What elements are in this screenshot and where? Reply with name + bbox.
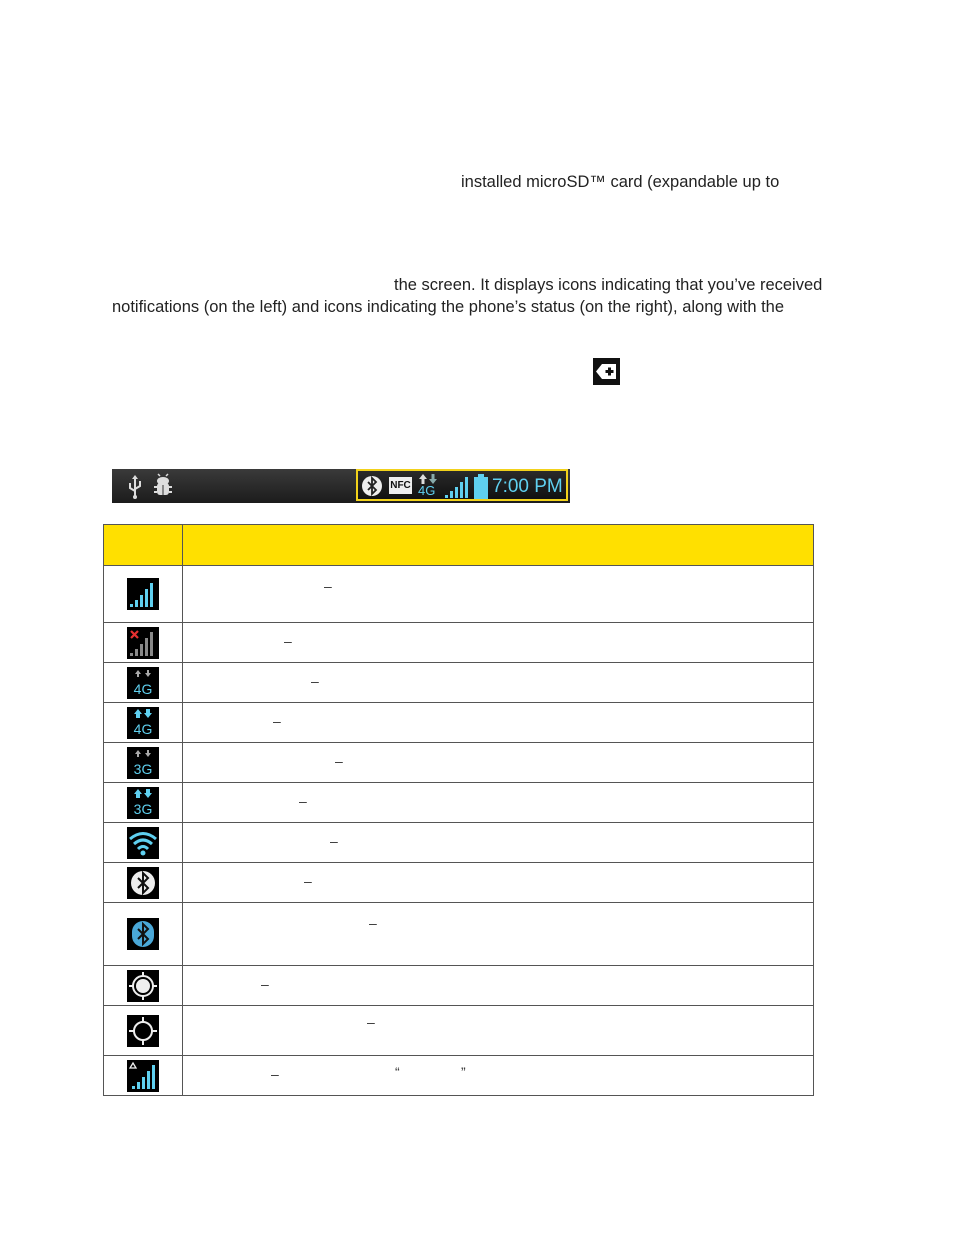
svg-text:3G: 3G — [133, 760, 153, 777]
table-row — [104, 566, 814, 623]
table-row — [104, 663, 814, 703]
usb-icon — [126, 469, 144, 503]
description-dash: – — [271, 1066, 279, 1082]
description-dash: – — [299, 793, 307, 809]
table-row — [104, 743, 814, 783]
paragraph-line-notifications: notifications (on the left) and icons indicating the phone’s status (on the right), along with the — [112, 298, 785, 316]
bluetooth-icon — [361, 474, 383, 498]
3g-active-icon — [127, 787, 159, 819]
table-row — [104, 823, 814, 863]
status-bar — [112, 469, 570, 503]
svg-text:3G: 3G — [133, 800, 153, 817]
paragraph-line-microsd: installed microSD™ card (expandable up to — [461, 173, 780, 191]
signal-strength-icon — [127, 578, 159, 610]
table-row — [104, 1006, 814, 1056]
description-dash: – — [330, 833, 338, 849]
status-clock: 7:00 PM — [492, 476, 563, 497]
paragraph-line-screen: the screen. It displays icons indicating that you’ve received — [394, 276, 823, 294]
bluetooth-on-icon — [127, 867, 159, 899]
plus-key-icon — [593, 358, 620, 385]
close-quote: ” — [461, 1064, 466, 1080]
description-dash: – — [261, 976, 269, 992]
description-dash: – — [369, 915, 377, 931]
svg-text:4G: 4G — [133, 720, 153, 737]
4g-connected-icon — [127, 667, 159, 699]
status-icons-highlight — [356, 469, 568, 501]
table-row — [104, 863, 814, 903]
wifi-icon — [127, 827, 159, 859]
roaming-icon — [127, 1060, 159, 1092]
debug-android-icon — [152, 469, 174, 503]
description-dash: – — [284, 633, 292, 649]
description-dash: – — [324, 578, 332, 594]
no-service-icon — [127, 627, 159, 659]
gps-communicating-icon — [127, 1015, 159, 1047]
table-row — [104, 1056, 814, 1096]
table-row — [104, 703, 814, 743]
table-row — [104, 903, 814, 966]
table-row — [104, 783, 814, 823]
description-dash: – — [273, 713, 281, 729]
description-dash: – — [304, 873, 312, 889]
status-icons-table — [103, 524, 814, 1096]
signal-icon — [444, 476, 468, 498]
table-row — [104, 966, 814, 1006]
table-header-description — [183, 525, 814, 566]
table-header-row — [104, 525, 814, 566]
battery-icon — [474, 474, 488, 499]
nfc-icon: NFC — [389, 477, 412, 494]
description-dash: – — [367, 1014, 375, 1030]
description-dash: – — [335, 753, 343, 769]
table-header-icon — [104, 525, 183, 566]
4g-active-icon — [127, 707, 159, 739]
network-4g-label: 4G — [418, 483, 436, 498]
svg-text:4G: 4G — [133, 680, 153, 697]
3g-connected-icon — [127, 747, 159, 779]
bluetooth-connected-icon — [127, 918, 159, 950]
gps-on-icon — [127, 970, 159, 1002]
table-row — [104, 623, 814, 663]
description-dash: – — [311, 673, 319, 689]
open-quote: “ — [395, 1064, 400, 1080]
